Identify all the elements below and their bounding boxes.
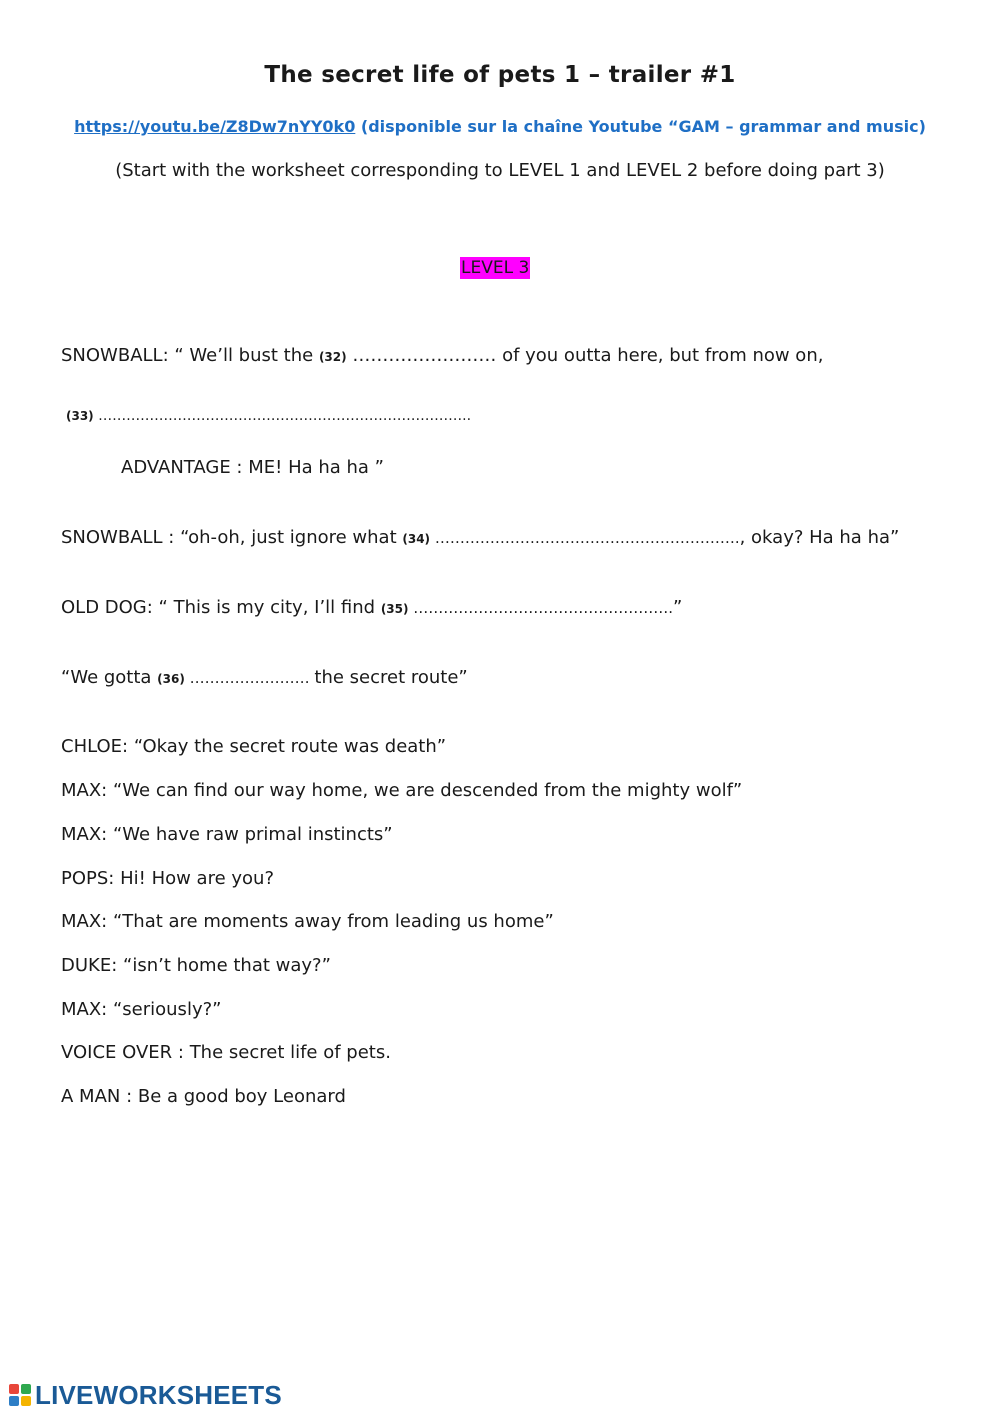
line-text: SNOWBALL: “ We’ll bust the [61,345,319,366]
script-line: MAX: “We have raw primal instincts” [61,824,393,845]
script-line: DUKE: “isn’t home that way?” [61,955,331,976]
line-text: ” [673,597,683,618]
line-text: of you outta here, but from now on, [502,345,824,366]
script-line: CHLOE: “Okay the secret route was death” [61,736,447,757]
script-line: MAX: “We can find our way home, we are descended from the mighty wolf” [61,780,743,801]
script-line: POPS: Hi! How are you? [61,868,275,889]
line-text: SNOWBALL : “oh-oh, just ignore what [61,527,403,548]
liveworksheets-logo[interactable] [8,1381,282,1409]
instruction-note: (Start with the worksheet corresponding to LEVEL 1 and LEVEL 2 before doing part 3) [115,160,885,181]
script-line: MAX: “That are moments away from leading us home” [61,911,554,932]
video-link-line [0,117,1000,136]
blank-number-34: (34) [402,532,431,546]
youtube-link[interactable]: https://youtu.be/Z8Dw7nYY0k0 [74,117,356,136]
link-suffix: (disponible sur la chaîne Youtube “GAM – grammar and music) [360,117,926,136]
line-text: “We gotta [61,667,158,688]
script-line: VOICE OVER : The secret life of pets. [61,1042,391,1063]
blank-number-32: (32) [318,350,347,364]
blank-number-35: (35) [380,602,409,616]
level-badge: LEVEL 3 [461,258,530,278]
script-line-34 [61,527,899,548]
line-text: , okay? Ha ha ha” [739,527,900,548]
worksheet-title: The secret life of pets 1 – trailer #1 [264,62,736,88]
blank-35[interactable]: ……………………………………………. [408,599,674,617]
script-line: MAX: “seriously?” [61,999,222,1020]
script-line-33 [66,404,471,425]
logo-text: LIVEWORKSHEETS [35,1379,282,1410]
script-line-35 [61,597,682,618]
script-line: ADVANTAGE : ME! Ha ha ha ” [121,457,384,478]
script-line-32 [61,345,823,366]
script-line: A MAN : Be a good boy Leonard [61,1086,346,1107]
blank-32[interactable]: …………………… [346,345,503,366]
line-text: the secret route” [314,667,468,688]
blank-number-33: (33) [66,409,94,423]
blank-number-36: (36) [157,672,185,686]
blank-34[interactable]: ……………………………………………………. [430,529,740,547]
blank-33[interactable]: …………………………………………………………………….. [93,408,472,424]
script-line-36 [61,667,468,688]
blank-36[interactable]: …………………… [184,669,315,687]
line-text: OLD DOG: “ This is my city, I’ll find [61,597,381,618]
liveworksheets-logo-icon [8,1383,32,1407]
